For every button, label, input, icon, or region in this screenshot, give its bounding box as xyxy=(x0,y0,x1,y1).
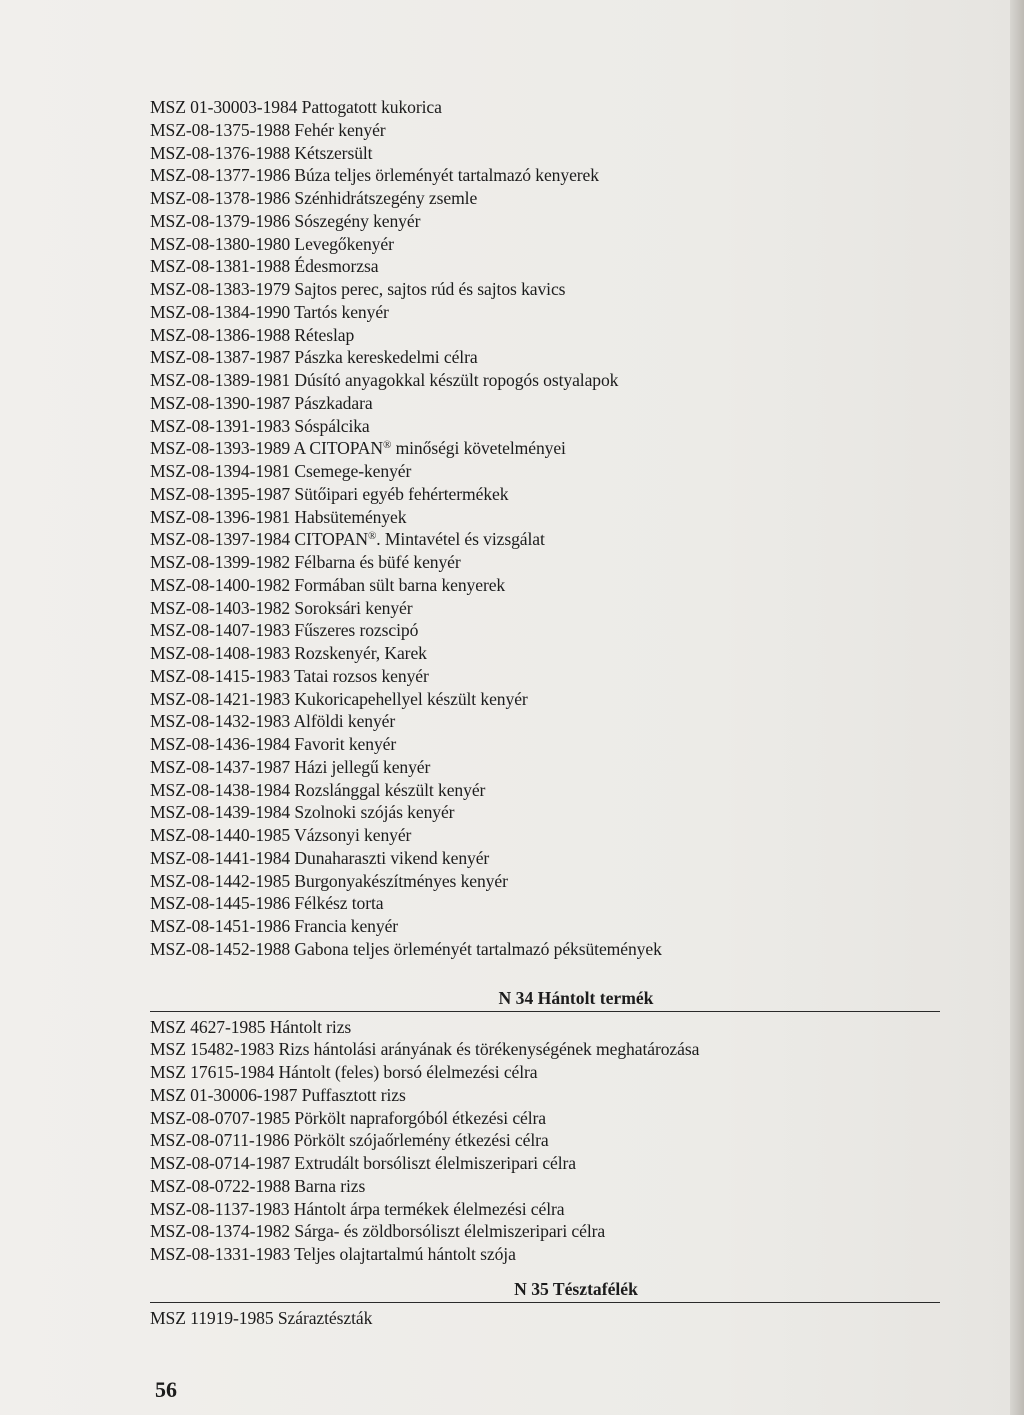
list-item: MSZ-08-0711-1986 Pörkölt szójaőrlemény étkezési célra xyxy=(150,1130,549,1151)
list-item: MSZ-08-0714-1987 Extrudált borsóliszt élelmiszeripari célra xyxy=(150,1153,577,1173)
list-item: MSZ 01-30006-1987 Puffasztott rizs xyxy=(150,1084,406,1105)
list-item: MSZ-08-1399-1982 Félbarna és büfé kenyér xyxy=(150,552,461,572)
list-item: MSZ-08-1379-1986 Sószegény kenyér xyxy=(150,210,421,231)
section-spacer xyxy=(150,1266,942,1278)
list-item: MSZ-08-1436-1984 Favorit kenyér xyxy=(150,734,397,754)
list-item: MSZ-08-1452-1988 Gabona teljes örleményét tartalmazó péksütemények xyxy=(150,938,662,959)
list-item: MSZ-08-1437-1987 Házi jellegű kenyér xyxy=(150,756,431,777)
list-item: MSZ-08-1407-1983 Fűszeres rozscipó xyxy=(150,620,419,641)
page-edge-shadow xyxy=(1010,0,1024,1415)
section-n33-list xyxy=(150,96,942,961)
list-item: MSZ-08-1395-1987 Sütőipari egyéb fehértermékek xyxy=(150,483,509,504)
list-item: MSZ 15482-1983 Rizs hántolási arányának és törékenységének meghatározása xyxy=(150,1039,700,1060)
list-item: MSZ-08-1396-1981 Habsütemények xyxy=(150,506,407,527)
section-divider xyxy=(150,1302,940,1303)
list-item: MSZ 01-30003-1984 Pattogatott kukorica xyxy=(150,97,442,117)
list-item: MSZ-08-1375-1988 Fehér kenyér xyxy=(150,119,386,140)
section-n34-list xyxy=(150,1016,942,1266)
list-item: MSZ-08-1393-1989 A CITOPAN® minőségi követelményei xyxy=(150,438,566,459)
list-item: MSZ-08-1432-1983 Alföldi kenyér xyxy=(150,711,396,732)
list-item: MSZ-08-1374-1982 Sárga- és zöldborsóliszt élelmiszeripari célra xyxy=(150,1221,606,1242)
list-item: MSZ-08-1445-1986 Félkész torta xyxy=(150,893,384,914)
list-item: MSZ-08-1394-1981 Csemege-kenyér xyxy=(150,461,412,481)
list-item: MSZ 11919-1985 Száraztészták xyxy=(150,1307,373,1328)
page-number: 56 xyxy=(155,1377,177,1402)
section-heading-n34: N 34 Hántolt termék xyxy=(498,987,654,1008)
list-item: MSZ-08-0707-1985 Pörkölt napraforgóból étkezési célra xyxy=(150,1107,546,1128)
list-item: MSZ-08-1380-1980 Levegőkenyér xyxy=(150,233,394,254)
standards-list xyxy=(150,96,942,1330)
list-item: MSZ-08-1383-1979 Sajtos perec, sajtos rúd és sajtos kavics xyxy=(150,279,566,299)
list-item: MSZ-08-1384-1990 Tartós kenyér xyxy=(150,301,389,322)
list-item: MSZ-08-1377-1986 Búza teljes örleményét tartalmazó kenyerek xyxy=(150,165,599,186)
list-item: MSZ-08-1442-1985 Burgonyakészítményes kenyér xyxy=(150,870,508,891)
list-item: MSZ-08-1386-1988 Réteslap xyxy=(150,324,355,345)
list-item: MSZ-08-1400-1982 Formában sült barna kenyerek xyxy=(150,574,506,595)
list-item: MSZ-08-1441-1984 Dunaharaszti vikend kenyér xyxy=(150,847,490,868)
list-item: MSZ-08-1421-1983 Kukoricapehellyel készült kenyér xyxy=(150,688,528,709)
list-item: MSZ-08-1381-1988 Édesmorzsa xyxy=(150,256,379,277)
list-item: MSZ-08-1137-1983 Hántolt árpa termékek élelmezési célra xyxy=(150,1198,565,1219)
list-item: MSZ-08-1390-1987 Pászkadara xyxy=(150,392,373,413)
section-spacer xyxy=(150,961,942,987)
list-item: MSZ-08-1403-1982 Soroksári kenyér xyxy=(150,597,413,618)
list-item: MSZ-08-1331-1983 Teljes olajtartalmú hántolt szója xyxy=(150,1244,516,1264)
list-item: MSZ-08-1438-1984 Rozslánggal készült kenyér xyxy=(150,779,486,800)
list-item: MSZ-08-1440-1985 Vázsonyi kenyér xyxy=(150,825,412,845)
list-item: MSZ 4627-1985 Hántolt rizs xyxy=(150,1016,352,1037)
section-heading-n35: N 35 Tésztafélék xyxy=(514,1278,638,1299)
list-item: MSZ-08-1391-1983 Sóspálcika xyxy=(150,415,370,436)
list-item: MSZ-08-1389-1981 Dúsító anyagokkal készült ropogós ostyalapok xyxy=(150,370,619,390)
list-item: MSZ-08-1397-1984 CITOPAN®. Mintavétel és vizsgálat xyxy=(150,529,545,550)
list-item: MSZ-08-1415-1983 Tatai rozsos kenyér xyxy=(150,665,429,686)
list-item: MSZ-08-1439-1984 Szolnoki szójás kenyér xyxy=(150,802,455,823)
list-item: MSZ-08-1387-1987 Pászka kereskedelmi célra xyxy=(150,347,478,368)
list-item: MSZ-08-1451-1986 Francia kenyér xyxy=(150,916,399,936)
section-n35-list xyxy=(150,1307,942,1330)
list-item: MSZ-08-1376-1988 Kétszersült xyxy=(150,142,373,163)
list-item: MSZ 17615-1984 Hántolt (feles) borsó élelmezési célra xyxy=(150,1062,538,1082)
section-divider xyxy=(150,1011,940,1012)
list-item: MSZ-08-1378-1986 Szénhidrátszegény zsemle xyxy=(150,188,478,208)
list-item: MSZ-08-1408-1983 Rozskenyér, Karek xyxy=(150,643,427,663)
list-item: MSZ-08-0722-1988 Barna rizs xyxy=(150,1175,366,1196)
